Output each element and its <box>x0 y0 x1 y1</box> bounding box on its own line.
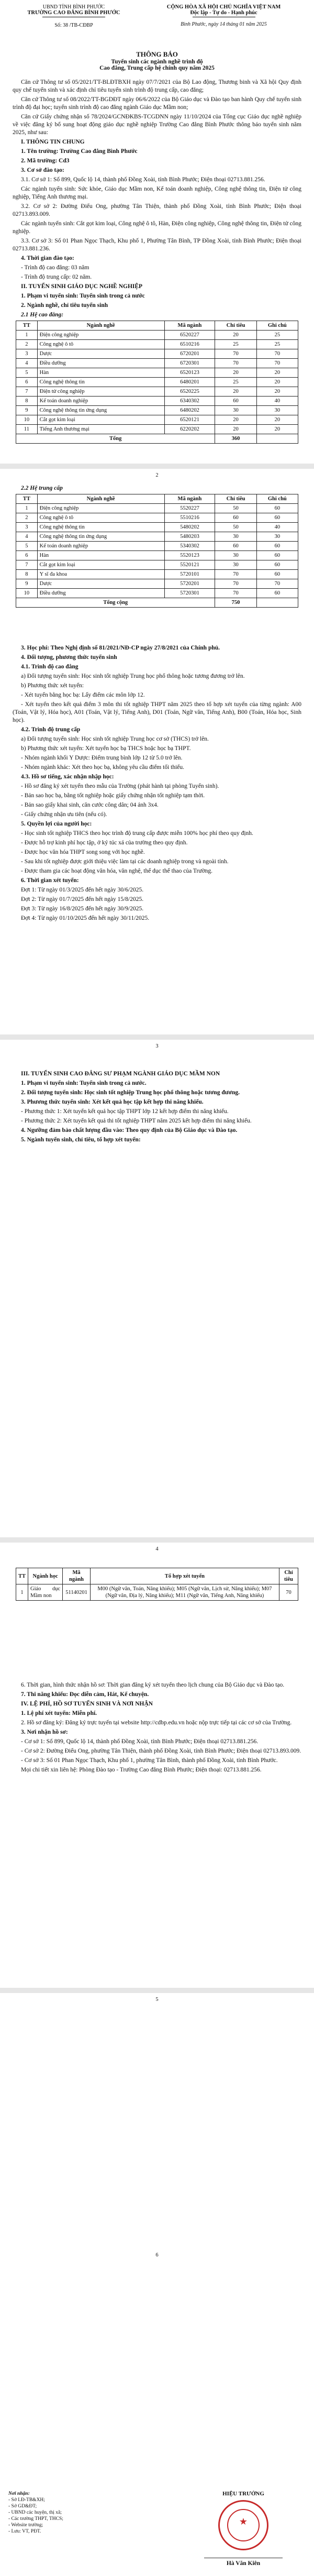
table-cell: 60 <box>256 513 298 523</box>
table-cell: 20 <box>256 378 298 387</box>
table-row <box>16 560 298 570</box>
table-cell: 70 <box>215 570 256 579</box>
page-number: 2 <box>155 472 159 478</box>
body-paragraph: 3. Phương thức tuyển sinh: Xét kết quả học tập kết hợp thi năng khiếu. <box>21 1099 204 1105</box>
table-row <box>16 340 298 349</box>
table-cell: Công nghệ thông tin <box>37 523 164 532</box>
section-item: 4. Thời gian đào tạo: <box>21 255 74 261</box>
table-cell: 20 <box>215 368 256 378</box>
title-main: THÔNG BÁO <box>136 50 178 58</box>
page-number: 3 <box>155 1043 159 1049</box>
page-number: 5 <box>155 1997 159 2002</box>
table-cell: 8 <box>16 397 38 406</box>
table-row <box>16 551 298 560</box>
signer-name: Hà Văn Kiên <box>226 2560 261 2567</box>
table-cell: 60 <box>256 560 298 570</box>
table-row <box>16 349 298 359</box>
body-paragraph: b) Phương thức xét tuyển: Xét tuyển học bạ THCS hoặc học bạ THPT. <box>21 745 191 752</box>
table-row <box>16 331 298 340</box>
section-heading: III. TUYỂN SINH CAO ĐẲNG SƯ PHẠM NGÀNH GIÁO DỤC MẦM NON <box>21 1071 220 1077</box>
table-cell: 9 <box>16 579 38 589</box>
table-cell: 30 <box>215 560 256 570</box>
body-paragraph: Mọi chi tiết xin liên hệ: Phòng Đào tạo - Trường Cao đẳng Bình Phước; Điện thoại: 02713.881.256. <box>21 1767 262 1773</box>
table-cell: Công nghệ thông tin ứng dụng <box>37 532 164 542</box>
national-block <box>142 4 306 27</box>
document-number: Số: 38 /TB-CĐBP <box>54 23 93 28</box>
table-cell: 6520123 <box>164 368 215 378</box>
table-cell: 1 <box>16 331 38 340</box>
place-date: Bình Phước, ngày 14 tháng 01 năm 2025 <box>181 21 267 27</box>
table-cell: 10 <box>16 415 38 425</box>
table-cell: 5340302 <box>164 542 215 551</box>
table-cell: 6 <box>16 378 38 387</box>
col-header: Mã ngành <box>164 321 215 331</box>
col-header: Ngành nghề <box>37 321 164 331</box>
body-paragraph: 1. Phạm vi tuyển sinh: Tuyển sinh trong cả nước. <box>21 1080 147 1086</box>
section-item: 3. Cơ sở đào tạo: <box>21 167 64 173</box>
page-number: 4 <box>155 1546 159 1552</box>
body-paragraph: 1. Lệ phí xét tuyển: Miễn phí. <box>21 1710 97 1716</box>
table-cell: 6 <box>16 551 38 560</box>
table-row <box>16 542 298 551</box>
table-cell: 5 <box>16 542 38 551</box>
agency-name: UBND TỈNH BÌNH PHƯỚC <box>42 4 105 10</box>
section-item: 3.1. Cơ sở 1: Số 899, Quốc lộ 14, thành phố Đồng Xoài, tỉnh Bình Phước; Điện thoại 02713.881.256. <box>21 177 265 183</box>
table-cell: 30 <box>215 551 256 560</box>
fees-section <box>13 1681 301 1776</box>
table-cell: 5520123 <box>164 551 215 560</box>
section-item: Các ngành tuyển sinh: Sức khỏe, Giáo dục Mầm non, Kế toán doanh nghiệp, Công nghệ thông tin, Điện tử công nghiệp, Tiếng Anh thương mại. <box>13 186 301 200</box>
table-cell: 60 <box>215 513 256 523</box>
document-header <box>8 4 306 51</box>
table-cell: Y sĩ đa khoa <box>37 570 164 579</box>
body-paragraph: - Cơ sở 3: Số 01 Phan Ngọc Thạch, Khu phố 1, phường Tân Bình, thành phố Đồng Xoài, tỉnh Bình Phước. <box>21 1757 278 1764</box>
table-row <box>16 387 298 397</box>
body-paragraph: 5. Ngành tuyển sinh, chỉ tiêu, tổ hợp xét tuyển: <box>21 1137 141 1143</box>
body-paragraph: Đợt 2: Từ ngày 01/7/2025 đến hết ngày 15/8/2025. <box>21 896 144 902</box>
table-cell: 60 <box>256 570 298 579</box>
table-cell: 750 <box>215 598 256 608</box>
signer-role: HIỆU TRƯỞNG <box>222 2491 264 2497</box>
body-paragraph: 7. Thi năng khiếu: Đọc diễn cảm, Hát, Kể chuyện. <box>21 1691 149 1698</box>
table-cell: 6520225 <box>164 387 215 397</box>
school-name: TRƯỜNG CAO ĐẲNG BÌNH PHƯỚC <box>27 10 120 16</box>
col-header: Chỉ tiêu <box>279 1568 298 1584</box>
body-paragraph: b) Phương thức xét tuyển: <box>21 682 84 689</box>
intro-paragraph: Căn cứ Giấy chứng nhận số 78/2024/GCNĐKBS-TCGDNN ngày 11/10/2024 của Tổng cục Giáo dục nghề nghiệp về việc đăng ký bổ sung hoạt động giáo dục nghề nghiệp Trường Cao đẳng Bình Phước thông báo tuyển sinh năm 2025, như sau: <box>13 114 301 136</box>
table-cell: 70 <box>215 349 256 359</box>
document-title <box>8 50 306 71</box>
table-cell: 50 <box>215 504 256 513</box>
table-cell: 40 <box>256 523 298 532</box>
table-cell: Công nghệ thông tin ứng dụng <box>37 406 164 415</box>
table-cell: Kế toán doanh nghiệp <box>37 542 164 551</box>
table-cell: 60 <box>256 589 298 598</box>
table-row <box>16 570 298 579</box>
admission-section <box>13 644 301 924</box>
table-cell <box>256 598 298 608</box>
table-caption: 2.2 Hệ trung cấp <box>21 485 63 491</box>
page-break <box>0 1988 314 1993</box>
body-paragraph: - Nhóm ngành khác: Xét theo học bạ, không yêu cầu điểm tối thiểu. <box>21 764 185 770</box>
table-cell: 70 <box>256 359 298 368</box>
body-paragraph: Đợt 4: Từ ngày 01/10/2025 đến hết ngày 30/11/2025. <box>21 915 150 921</box>
seal-star-icon: ★ <box>239 2516 248 2527</box>
table-cell: 60 <box>256 551 298 560</box>
body-paragraph: - Bản sao học bạ, bằng tốt nghiệp hoặc giấy chứng nhận tốt nghiệp tạm thời. <box>21 792 205 799</box>
body-paragraph: - Học sinh tốt nghiệp THCS theo học trình độ trung cấp được miễn 100% học phí theo quy định. <box>21 830 253 836</box>
body-paragraph: - Phương thức 2: Xét tuyển kết quả thi tốt nghiệp THPT năm 2025 kết hợp điểm thi năng khiếu. <box>21 1118 252 1124</box>
section-item: Các ngành tuyển sinh: Cắt gọt kim loại, Công nghệ ô tô, Hàn, Điện công nghiệp, Công nghệ thông tin, Điện tử công nghiệp. <box>13 221 301 235</box>
table-cell: 7 <box>16 560 38 570</box>
table-cell: 30 <box>256 406 298 415</box>
table-total-row <box>16 434 298 444</box>
table-cell: 30 <box>215 532 256 542</box>
table-cell: 6720201 <box>164 349 215 359</box>
body-paragraph: - Được học văn hóa THPT song song với học nghề. <box>21 849 145 855</box>
table-row <box>16 368 298 378</box>
body-paragraph: - Bản sao giấy khai sinh, căn cước công dân; 04 ảnh 3x4. <box>21 802 159 808</box>
table-cell: 20 <box>215 425 256 434</box>
table-row <box>16 359 298 368</box>
body-paragraph: a) Đối tượng tuyển sinh: Học sinh tốt nghiệp Trung học phổ thông hoặc tương đương trở lên. <box>21 673 245 679</box>
col-header: Mã ngành <box>164 494 215 504</box>
signer-block <box>181 2491 306 2567</box>
official-seal <box>218 2500 268 2550</box>
body-paragraph: 4.3. Hồ sơ tiếng, xác nhận nhập học: <box>21 774 114 780</box>
table-cell: 6340302 <box>164 397 215 406</box>
table-cell: 60 <box>256 542 298 551</box>
teacher-training-section <box>13 1069 301 1146</box>
table-cell: Hàn <box>37 368 164 378</box>
table-cell: 25 <box>256 340 298 349</box>
body-paragraph: Đợt 3: Từ ngày 16/8/2025 đến hết ngày 30/9/2025. <box>21 906 144 912</box>
signature-area <box>8 2491 306 2569</box>
table-cell: Điện công nghiệp <box>37 331 164 340</box>
col-header: Ghi chú <box>256 321 298 331</box>
table-cell: 4 <box>16 359 38 368</box>
recipients-label: Nơi nhận: <box>8 2491 30 2496</box>
col-header: Ngành nghề <box>37 494 164 504</box>
table-cell: 6510216 <box>164 340 215 349</box>
col-header: TT <box>16 321 38 331</box>
signature-stroke <box>204 2552 283 2558</box>
body-paragraph: 6. Thời gian, hình thức nhận hồ sơ: Thời gian đăng ký xét tuyển theo lịch chung của Bộ Giáo dục và Đào tạo. <box>21 1682 285 1688</box>
body-paragraph: 4. Đối tượng, phương thức tuyển sinh <box>21 654 117 660</box>
table-cell: 25 <box>215 378 256 387</box>
recipient-item: - Các trường THPT, THCS; <box>8 2516 63 2522</box>
section-item: 2. Mã trường: Cd3 <box>21 158 70 164</box>
table-cell: Tổng <box>16 434 215 444</box>
table-cell: Điện công nghiệp <box>37 504 164 513</box>
section-item: 3.2. Cơ sở 2: Đường Điểu Ong, phường Tân Thiện, thành phố Đồng Xoài, tỉnh Bình Phước; Điện thoại 02713.893.009. <box>13 203 301 217</box>
title-sub-1: Tuyển sinh các ngành nghề trình độ <box>111 59 203 65</box>
col-header: Mã ngành <box>63 1568 91 1584</box>
table-cell: Dược <box>37 579 164 589</box>
table-cell: 5 <box>16 368 38 378</box>
table-cell: 20 <box>256 415 298 425</box>
table-cell: 70 <box>215 579 256 589</box>
table-cell: 2 <box>16 340 38 349</box>
table-row <box>16 589 298 598</box>
body-paragraph: 4.1. Trình độ cao đẳng <box>21 664 78 670</box>
body-paragraph: 4. Ngưỡng đảm bảo chất lượng đầu vào: Theo quy định của Bộ Giáo dục và Đào tạo. <box>21 1127 238 1133</box>
table-cell: Cắt gọt kim loại <box>37 560 164 570</box>
table-cell: Tổng cộng <box>16 598 215 608</box>
table-cell: Cắt gọt kim loại <box>37 415 164 425</box>
table-cell: 25 <box>256 331 298 340</box>
table-cell: 10 <box>16 589 38 598</box>
table-row <box>16 1584 298 1601</box>
table-row <box>16 504 298 513</box>
col-header: Chỉ tiêu <box>215 321 256 331</box>
table-cell: 70 <box>256 349 298 359</box>
table-cell: Công nghệ ô tô <box>37 513 164 523</box>
table-cell: 5720301 <box>164 589 215 598</box>
table-cell: 1 <box>16 1584 28 1601</box>
col-header: Tổ hợp xét tuyển <box>90 1568 279 1584</box>
teacher-training-table-section <box>13 1566 301 1603</box>
section-item: 1. Phạm vi tuyển sinh: Tuyển sinh trong cả nước <box>21 293 145 299</box>
body-paragraph: IV. LỆ PHÍ, HỒ SƠ TUYỂN SINH VÀ NƠI NHẬN <box>21 1701 153 1707</box>
table-cell: Công nghệ ô tô <box>37 340 164 349</box>
table-cell: Điều dưỡng <box>37 589 164 598</box>
table-cell: 8 <box>16 570 38 579</box>
table-row <box>16 513 298 523</box>
body-paragraph: 6. Thời gian xét tuyển: <box>21 877 79 884</box>
title-sub-2: Cao đẳng, Trung cấp hệ chính quy năm 2025 <box>99 65 215 71</box>
table-cell: 60 <box>215 542 256 551</box>
table-cell: 70 <box>215 589 256 598</box>
table-cell: 51140201 <box>63 1584 91 1601</box>
body-paragraph: - Xét tuyển bằng học bạ: Lấy điểm các môn lớp 12. <box>21 692 145 698</box>
intermediate-section <box>13 485 301 610</box>
table-cell: 20 <box>256 368 298 378</box>
page-break <box>0 464 314 469</box>
section-item: - Trình độ trung cấp: 02 năm. <box>21 274 92 280</box>
body-paragraph: - Cơ sở 1: Số 899, Quốc lộ 14, thành phố Đồng Xoài, tỉnh Bình Phước; Điện thoại 02713.881.256. <box>21 1738 259 1745</box>
table-cell: 5720101 <box>164 570 215 579</box>
table-cell: Điện tử công nghiệp <box>37 387 164 397</box>
recipients-block <box>8 2491 139 2535</box>
body-paragraph: - Sau khi tốt nghiệp được giới thiệu việc làm tại các doanh nghiệp trong và ngoài tỉnh. <box>21 858 229 865</box>
intro-section <box>13 79 301 446</box>
body-paragraph: - Được hỗ trợ kinh phí học tập, ở ký túc xá của trường theo quy định. <box>21 840 188 846</box>
table-cell: Dược <box>37 349 164 359</box>
table-cell: 5510216 <box>164 513 215 523</box>
recipient-item: - Sở LĐ-TB&XH; <box>8 2497 45 2503</box>
body-paragraph: 2. Hồ sơ đăng ký: Đăng ký trực tuyến tại website http://cdbp.edu.vn hoặc nộp trực tiếp tại các cơ sở của Trường. <box>21 1720 292 1726</box>
table-total-row <box>16 598 298 608</box>
body-paragraph: - Giấy chứng nhận ưu tiên (nếu có). <box>21 811 107 818</box>
table-cell <box>256 434 298 444</box>
table-cell: 60 <box>256 504 298 513</box>
recipient-item: - Lưu: VT, PĐT. <box>8 2529 41 2534</box>
body-paragraph: 4.2. Trình độ trung cấp <box>21 726 81 733</box>
table-cell: 5520121 <box>164 560 215 570</box>
recipient-item: - Website trường; <box>8 2523 43 2528</box>
col-header: TT <box>16 494 38 504</box>
section-heading: I. THÔNG TIN CHUNG <box>21 139 85 145</box>
body-paragraph: 3. Học phí: Theo Nghị định số 81/2021/NĐ-CP ngày 27/8/2021 của Chính phủ. <box>21 645 220 651</box>
table-cell: 30 <box>256 532 298 542</box>
col-header: Chỉ tiêu <box>215 494 256 504</box>
section-item: - Trình độ cao đẳng: 03 năm <box>21 265 89 271</box>
table-cell: Công nghệ thông tin <box>37 378 164 387</box>
intro-paragraph: Căn cứ Thông tư số 08/2022/TT-BGDĐT ngày 06/6/2022 của Bộ Giáo dục và Đào tạo ban hành Quy chế tuyển sinh trình độ đại học; tuyển sinh trình độ cao đẳng ngành Giáo dục Mầm non; <box>13 96 301 111</box>
table-cell: 6520121 <box>164 415 215 425</box>
table-cell: 360 <box>215 434 256 444</box>
table-cell: Hàn <box>37 551 164 560</box>
col-header: TT <box>16 1568 28 1584</box>
table-cell: 1 <box>16 504 38 513</box>
page-break <box>0 1034 314 1040</box>
col-header: Ngành học <box>28 1568 63 1584</box>
table-row <box>16 406 298 415</box>
table-cell: 20 <box>215 387 256 397</box>
table-cell: 40 <box>256 397 298 406</box>
table-cell: 25 <box>215 340 256 349</box>
page-break <box>0 1537 314 1543</box>
table-cell: 3 <box>16 523 38 532</box>
section-item: 3.3. Cơ sở 3: Số 01 Phan Ngọc Thạch, Khu phố 1, Phường Tân Bình, TP Đồng Xoài, tỉnh Bình Phước; Điện thoại 02713.881.236. <box>13 238 301 252</box>
body-paragraph: - Phương thức 1: Xét tuyển kết quả học tập THPT lớp 12 kết hợp điểm thi năng khiếu. <box>21 1108 229 1115</box>
body-paragraph: - Cơ sở 2: Đường Điểu Ong, phường Tân Thiện, thành phố Đồng Xoài, tỉnh Bình Phước; Điện thoại 02713.893.009. <box>21 1748 301 1754</box>
table-cell: 9 <box>16 406 38 415</box>
body-paragraph: - Hồ sơ đăng ký xét tuyển theo mẫu của Trường (phát hành tại phòng Tuyển sinh). <box>21 783 219 789</box>
table-cell: Tiếng Anh thương mại <box>37 425 164 434</box>
body-paragraph: 3. Nơi nhận hồ sơ: <box>21 1729 68 1735</box>
body-paragraph: 5. Quyền lợi của người học: <box>21 821 92 827</box>
body-paragraph: Đợt 1: Từ ngày 01/3/2025 đến hết ngày 30/6/2025. <box>21 887 144 893</box>
body-paragraph: - Được tham gia các hoạt động văn hóa, văn nghệ, thể dục thể thao của Trường. <box>21 868 213 874</box>
section-item: 1. Tên trường: Trường Cao đẳng Bình Phước <box>21 148 138 155</box>
table-cell: 6480202 <box>164 406 215 415</box>
table-cell: 20 <box>256 387 298 397</box>
issuer-block <box>8 4 139 28</box>
table-cell: 60 <box>215 397 256 406</box>
table-cell: 6520227 <box>164 331 215 340</box>
table-row <box>16 523 298 532</box>
table-cell: 30 <box>215 406 256 415</box>
recipient-item: - UBND các huyện, thị xã; <box>8 2510 62 2515</box>
table-cell: 5520227 <box>164 504 215 513</box>
table-cell: 5480202 <box>164 523 215 532</box>
table-cell: Kế toán doanh nghiệp <box>37 397 164 406</box>
table-cell: 50 <box>215 523 256 532</box>
table-caption: 2.1 Hệ cao đẳng: <box>21 312 64 318</box>
table-cell: 20 <box>256 425 298 434</box>
table-cell: 70 <box>215 359 256 368</box>
table-row <box>16 378 298 387</box>
table-cell: 20 <box>215 331 256 340</box>
table-cell: 6480201 <box>164 378 215 387</box>
table-cell: Điều dưỡng <box>37 359 164 368</box>
col-header: Ghi chú <box>256 494 298 504</box>
country-name: CỘNG HÒA XÃ HỘI CHỦ NGHĨA VIỆT NAM <box>166 4 281 10</box>
body-paragraph: - Nhóm ngành khối Y Dược: Điểm trung bình lớp 12 từ 5.0 trở lên. <box>21 755 183 761</box>
table-cell: 5720201 <box>164 579 215 589</box>
intro-paragraph: Căn cứ Thông tư số 05/2021/TT-BLĐTBXH ngày 07/7/2021 của Bộ Lao động, Thương binh và Xã hội Quy định quy chế tuyển sinh và xác định chỉ tiêu tuyển sinh trình độ trung cấp, cao đẳng; <box>13 79 301 93</box>
table-cell: 7 <box>16 387 38 397</box>
intermediate-programs-table <box>16 494 298 608</box>
table-cell: 3 <box>16 349 38 359</box>
table-cell: 6720301 <box>164 359 215 368</box>
table-cell: 20 <box>215 415 256 425</box>
table-cell: 5480203 <box>164 532 215 542</box>
table-row <box>16 397 298 406</box>
table-row <box>16 579 298 589</box>
table-cell: 4 <box>16 532 38 542</box>
table-cell: 11 <box>16 425 38 434</box>
table-cell: M00 (Ngữ văn, Toán, Năng khiếu); M05 (Ngữ văn, Lịch sử, Năng khiếu); M07 (Ngữ văn, Địa lý, Năng khiếu); M11 (Ngữ văn, Tiếng Anh, Năng khiếu) <box>90 1584 279 1601</box>
table-cell: 6220202 <box>164 425 215 434</box>
table-cell: 70 <box>279 1584 298 1601</box>
preschool-program-table <box>16 1568 298 1601</box>
recipient-item: - Sở GD&ĐT; <box>8 2504 37 2509</box>
table-row <box>16 415 298 425</box>
table-cell: 70 <box>256 579 298 589</box>
table-row <box>16 532 298 542</box>
body-paragraph: - Xét tuyển theo kết quả điểm 3 môn thi tốt nghiệp THPT năm 2025 theo tổ hợp xét tuyển của từng ngành: A00 (Toán, Vật lý, Hóa học), A01 (Toán, Vật lý, Tiếng Anh), D01 (Toán, Ngữ văn, Tiếng Anh), B00 (Toán, Hóa học, Sinh học). <box>13 701 301 723</box>
college-programs-table <box>16 321 298 444</box>
table-cell: 2 <box>16 513 38 523</box>
page-number: 6 <box>155 2252 159 2258</box>
section-item: 2. Ngành nghề, chỉ tiêu tuyển sinh <box>21 302 108 309</box>
table-row <box>16 425 298 434</box>
section-heading: II. TUYỂN SINH GIÁO DỤC NGHỀ NGHIỆP <box>21 283 143 290</box>
table-cell: Giáo dục Mầm non <box>28 1584 63 1601</box>
national-motto: Độc lập - Tự do - Hạnh phúc <box>190 10 257 16</box>
body-paragraph: 2. Đối tượng tuyển sinh: Học sinh tốt nghiệp Trung học phổ thông hoặc tương đương. <box>21 1089 240 1096</box>
body-paragraph: a) Đối tượng tuyển sinh: Học sinh tốt nghiệp Trung học cơ sở (THCS) trở lên. <box>21 736 209 742</box>
